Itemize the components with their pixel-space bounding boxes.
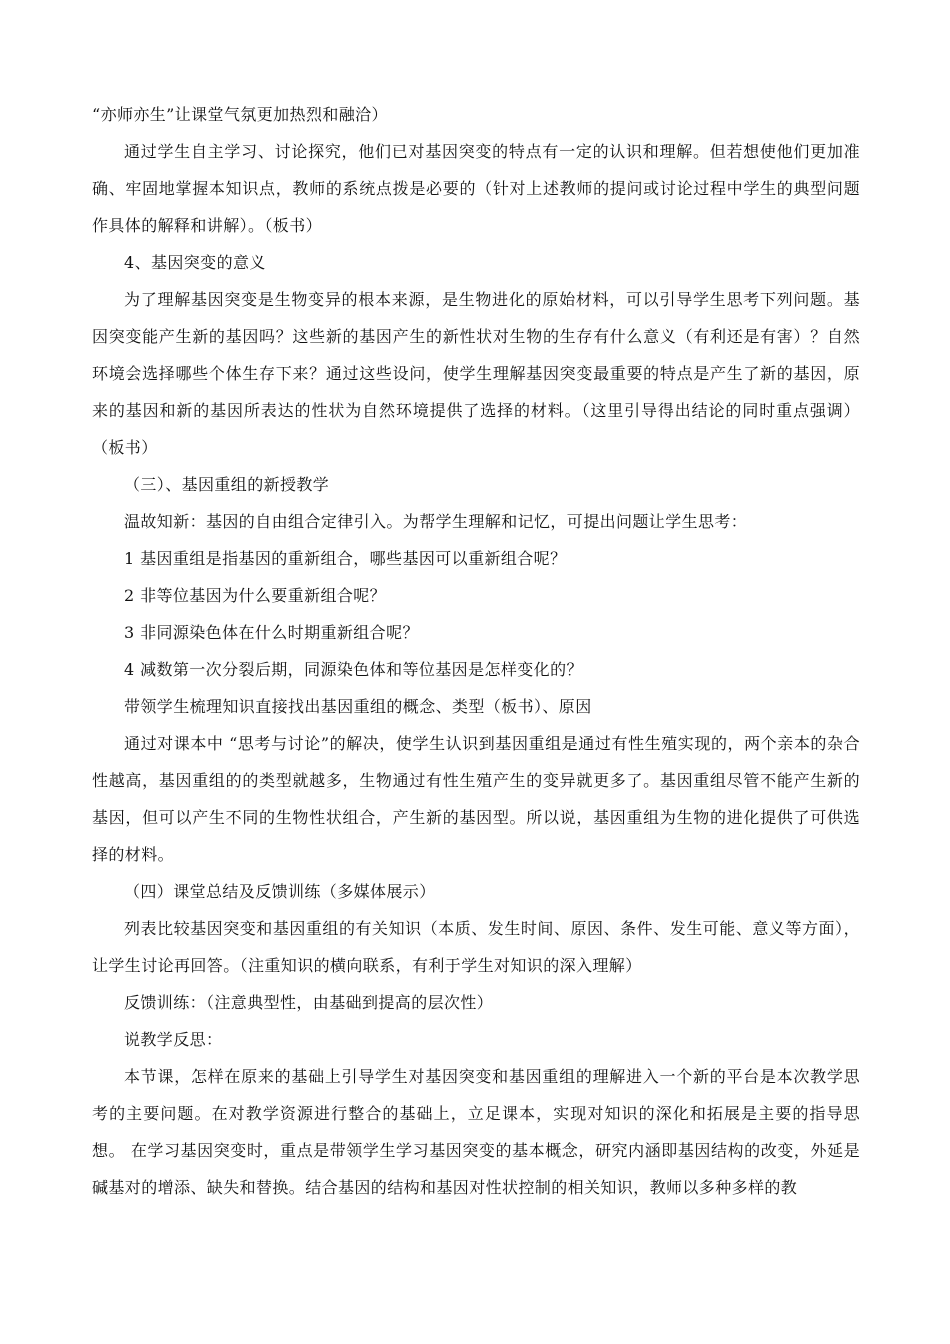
paragraph-recombination-discussion: 通过对课本中 “思考与讨论”的解决，使学生认识到基因重组是通过有性生殖实现的，两个亲本的杂合性越高，基因重组的的类型就越多，生物通过有性生殖产生的变异就更多了。基因重组尽管不能产生新的基因，但可以产生不同的生物性状组合，产生新的基因型。所以说，基因重组为生物的进化提供了可供选择的材料。 (92, 734, 860, 864)
section-heading-reflection: 说教学反思： (124, 1030, 223, 1049)
paragraph-system-guidance: 通过学生自主学习、讨论探究，他们已对基因突变的特点有一定的认识和理解。但若想使他们更加准确、牢固地掌握本知识点，教师的系统点拨是必要的（针对上述教师的提问或讨论过程中学生的典型问题作具体的解释和讲解）。（板书） (92, 142, 860, 235)
paragraph-summary-comparison: 列表比较基因突变和基因重组的有关知识（本质、发生时间、原因、条件、发生可能、意义等方面），让学生讨论再回答。（注重知识的横向联系，有利于学生对知识的深入理解） (92, 919, 860, 975)
section-heading-summary: （四）课堂总结及反馈训练（多媒体展示） (124, 882, 436, 901)
paragraph-continuation: “亦师亦生”让课堂气氛更加热烈和融洽） (92, 105, 388, 124)
paragraph-reflection: 本节课，怎样在原来的基础上引导学生对基因突变和基因重组的理解进入一个新的平台是本次教学思考的主要问题。在对教学资源进行整合的基础上，立足课本，实现对知识的深化和拓展是主要的指导思想。 在学习基因突变时，重点是带领学生学习基因突变的基本概念，研究内涵即基因结构的改变，外延是碱基对的增添、缺失和替换。结合基因的结构和基因对性状控制的相关知识，教师以多种多样的教 (92, 1067, 860, 1197)
section-heading-recombination: （三）、基因重组的新授教学 (124, 475, 330, 494)
paragraph-recombination-concept: 带领学生梳理知识直接找出基因重组的概念、类型（板书）、原因 (124, 697, 592, 716)
section-heading-mutation-significance: 4、基因突变的意义 (124, 253, 266, 272)
document-body (92, 96, 860, 1206)
question-item-3: 3 非同源染色体在什么时期重新组合呢？ (124, 623, 419, 642)
question-item-4: 4 减数第一次分裂后期，同源染色体和等位基因是怎样变化的？ (124, 660, 583, 679)
paragraph-review-intro: 温故知新：基因的自由组合定律引入。为帮学生理解和记忆，可提出问题让学生思考： (124, 512, 748, 531)
paragraph-mutation-significance: 为了理解基因突变是生物变异的根本来源，是生物进化的原始材料，可以引导学生思考下列问题。基因突变能产生新的基因吗？这些新的基因产生的新性状对生物的生存有什么意义（有利还是有害）？自然环境会选择哪些个体生存下来？通过这些设问，使学生理解基因突变最重要的特点是产生了新的基因，原来的基因和新的基因所表达的性状为自然环境提供了选择的材料。（这里引导得出结论的同时重点强调）（板书） (92, 290, 860, 457)
question-item-2: 2 非等位基因为什么要重新组合呢？ (124, 586, 387, 605)
question-item-1: 1 基因重组是指基因的重新组合，哪些基因可以重新组合呢？ (124, 549, 567, 568)
paragraph-feedback-training: 反馈训练：（注意典型性，由基础到提高的层次性） (124, 993, 494, 1012)
